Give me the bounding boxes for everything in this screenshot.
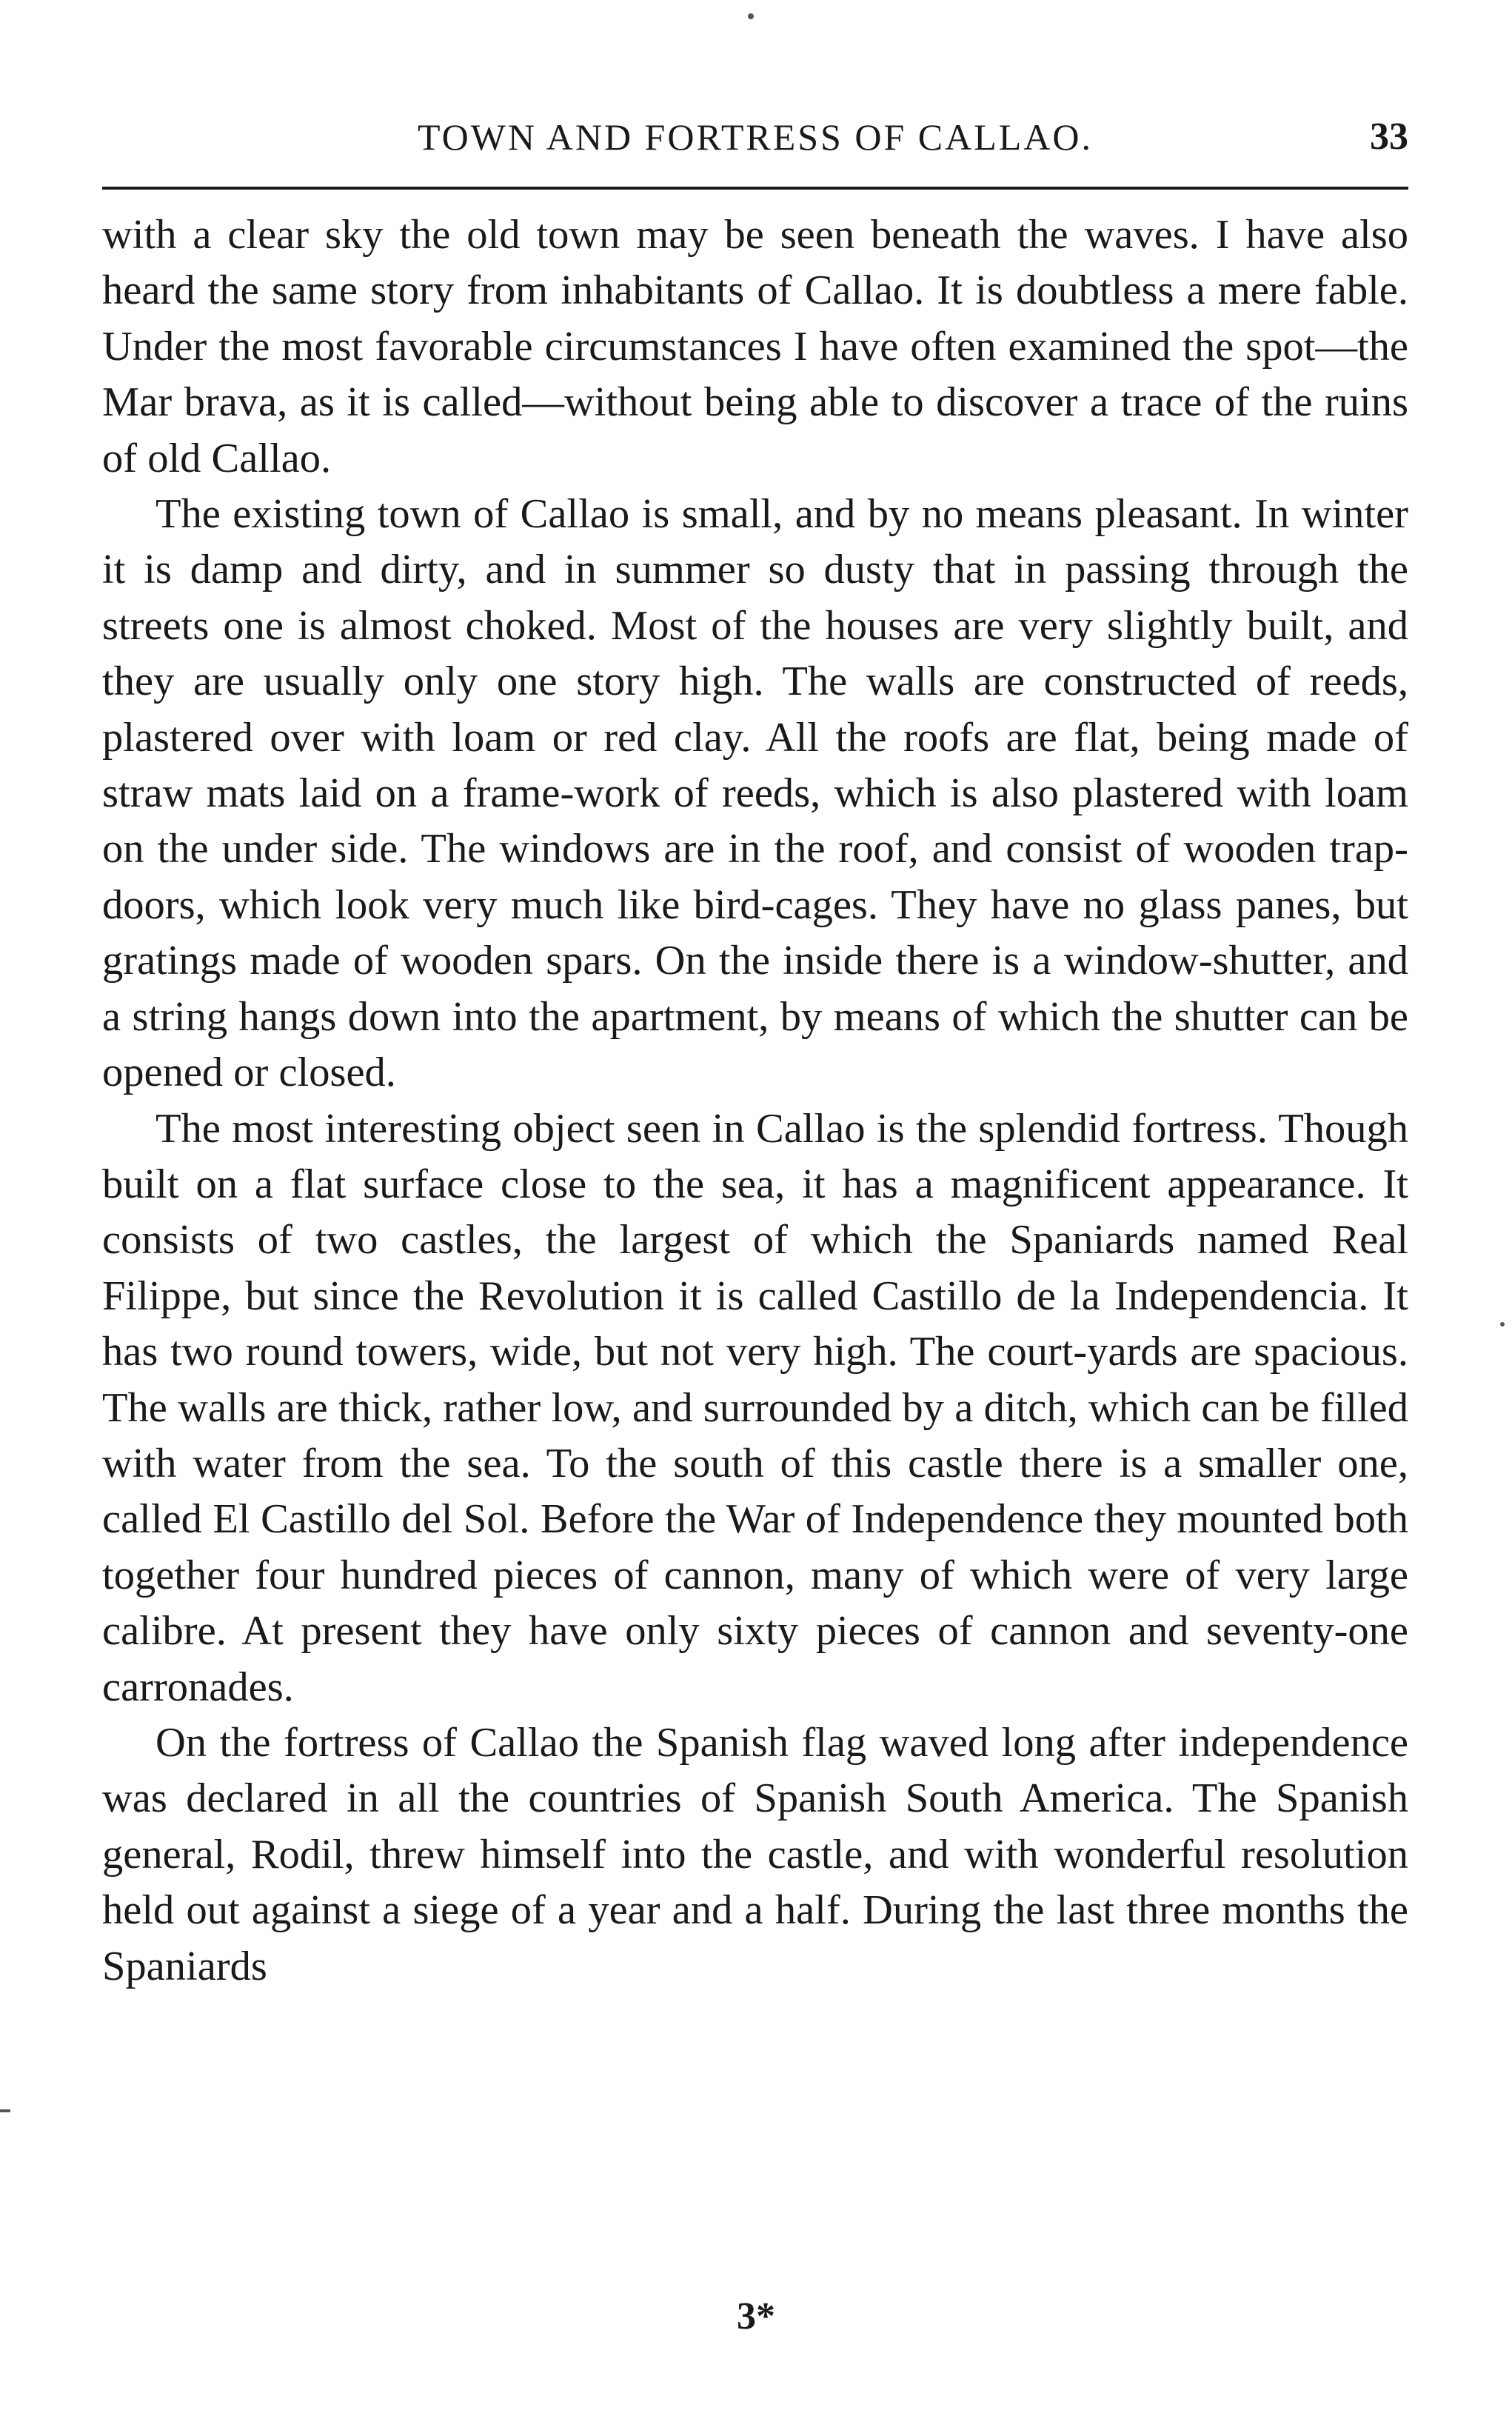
running-title: TOWN AND FORTRESS OF CALLAO. [417, 116, 1094, 158]
paragraph-3: The most interesting object seen in Callao is the splendid fortress. Though built on a flat surface close to the sea, it has a magnificent appearance. It consists of two castles, the largest of which the Spaniards named Real Filippe, but since the Revolution it is called Castillo de la Independencia. It has two round towers, wide, but not very high. The court-yards are spacious. The walls are thick, rather low, and surrounded by a ditch, which can be filled with water from the sea. To the south of this castle there is a smaller one, called El Castillo del Sol. Before the War of Independence they mounted both together four hundred pieces of cannon, many of which were of very large calibre. At present they have only sixty pieces of cannon and seventy-one carronades. [102, 1105, 1408, 1710]
top-speck [748, 13, 754, 19]
header-rule [102, 187, 1408, 190]
signature-mark: 3* [737, 2295, 775, 2337]
running-head [102, 111, 1408, 163]
body-text [102, 207, 1408, 1995]
page-number: 33 [1370, 116, 1408, 158]
paragraph-2: The existing town of Callao is small, and by no means pleasant. In winter it is damp and dirty, and in summer so dusty that in passing through the streets one is almost choked. Most of the houses are very slightly built, and they are usually only one story high. The walls are constructed of reeds, plastered over with loam or red clay. All the roofs are flat, being made of straw mats laid on a frame-work of reeds, which is also plastered with loam on the under side. The windows are in the roof, and consist of wooden trap-doors, which look very much like bird-cages. They have no glass panes, but gratings made of wooden spars. On the inside there is a window-shutter, and a string hangs down into the apartment, by means of which the shutter can be opened or closed. [102, 491, 1408, 1096]
margin-speck [1500, 1322, 1505, 1327]
paragraph-4: On the fortress of Callao the Spanish flag waved long after independence was declared in all the countries of Spanish South America. The Spanish general, Rodil, threw himself into the castle, and with wonderful resolution held out against a siege of a year and a half. During the last three months the Spaniards [102, 1719, 1408, 1989]
left-margin-mark [0, 2109, 10, 2112]
paragraph-1: with a clear sky the old town may be seen beneath the waves. I have also heard the same story from inhabitants of Callao. It is doubtless a mere fable. Under the most favorable circumstances I have often examined the spot—the Mar brava, as it is called—without being able to discover a trace of the ruins of old Callao. [102, 212, 1408, 481]
